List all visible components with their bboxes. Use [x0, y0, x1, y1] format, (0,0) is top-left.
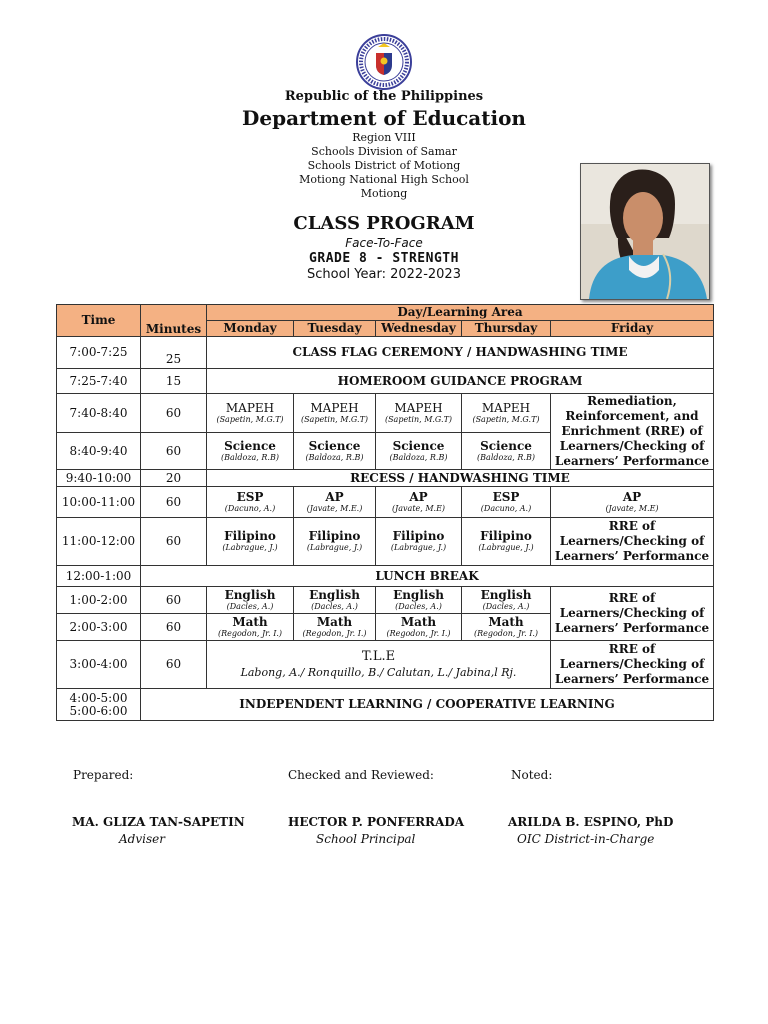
activity-cell: HOMEROOM GUIDANCE PROGRAM [207, 369, 714, 394]
teacher-name: (Regodon, Jr. I.) [302, 628, 367, 638]
table-row [57, 394, 714, 433]
teacher-name: (Sapetin, M.G.T) [300, 414, 369, 424]
subject-cell [376, 394, 462, 433]
subject-name: Science [224, 438, 276, 453]
col-header-wednesday: Wednesday [376, 321, 462, 337]
school-year-line: School Year: 2022-2023 [307, 267, 461, 282]
subject-cell [376, 433, 462, 470]
adviser-photo [580, 163, 710, 300]
subject-name: MAPEH [310, 400, 359, 415]
region-line: Region VIII [352, 131, 416, 144]
teacher-name: (Regodon, Jr. I.) [473, 628, 539, 638]
prepared-role: Adviser [119, 832, 165, 846]
subject-cell [294, 587, 376, 614]
teacher-name: (Dacles, A.) [311, 601, 358, 611]
minutes-cell: 15 [141, 369, 207, 394]
minutes-cell: 20 [141, 470, 207, 487]
time-cell [57, 689, 141, 721]
subject-name: Math [232, 614, 268, 629]
time-cell: 7:25-7:40 [57, 369, 141, 394]
subject-cell [294, 518, 376, 566]
table-row [57, 641, 714, 689]
subject-name: T.L.E [361, 649, 396, 664]
time-cell: 1:00-2:00 [57, 587, 141, 614]
teacher-name: (Sapetin, M.G.T) [384, 414, 453, 424]
subject-name: English [224, 587, 276, 602]
minutes-cell: 25 [141, 337, 207, 369]
subject-name: AP [622, 489, 642, 504]
subject-cell [462, 487, 551, 518]
minutes-cell: 60 [141, 487, 207, 518]
prepared-name: MA. GLIZA TAN-SAPETIN [72, 815, 245, 829]
subject-name: Science [392, 438, 445, 453]
subject-cell [207, 614, 294, 641]
subject-cell [207, 394, 294, 433]
teacher-name: (Javate, M.E) [605, 503, 659, 513]
checked-label: Checked and Reviewed: [288, 768, 434, 782]
teacher-name: (Sapetin, M.G.T) [216, 414, 284, 424]
subject-name: Science [480, 438, 532, 453]
teacher-name: (Baldoza, R.B) [221, 452, 279, 462]
checked-role: School Principal [316, 832, 416, 846]
time-cell: 12:00-1:00 [57, 566, 141, 587]
time-cell: 7:00-7:25 [57, 337, 141, 369]
teacher-name: (Javate, M.E) [391, 503, 446, 513]
deped-seal-logo [350, 33, 418, 91]
subject-name: Math [400, 614, 437, 629]
subject-name: Science [308, 438, 361, 453]
minutes-cell: 60 [141, 641, 207, 689]
subject-cell [462, 394, 551, 433]
friday-rre-cell: RRE of Learners/Checking of Learners’ Performance [551, 587, 714, 641]
table-row [57, 487, 714, 518]
subject-cell [294, 614, 376, 641]
teacher-name: (Javate, M.E.) [306, 503, 363, 513]
subject-cell [207, 587, 294, 614]
grade-section-line: GRADE 8 - STRENGTH [309, 251, 459, 266]
subject-name: MAPEH [481, 400, 531, 415]
division-line: Schools Division of Samar [311, 145, 457, 158]
table-row [57, 369, 714, 394]
noted-label: Noted: [511, 768, 553, 782]
col-header-friday: Friday [551, 321, 714, 337]
subject-cell [294, 394, 376, 433]
friday-rre-cell: RRE of Learners/Checking of Learners’ Performance [551, 518, 714, 566]
teacher-name: (Baldoza, R.B) [389, 452, 448, 462]
table-row [57, 566, 714, 587]
activity-cell: INDEPENDENT LEARNING / COOPERATIVE LEARNING [141, 689, 714, 721]
col-header-monday: Monday [207, 321, 294, 337]
subject-name: ESP [492, 489, 520, 504]
minutes-cell: 60 [141, 614, 207, 641]
noted-name: ARILDA B. ESPINO, PhD [508, 815, 674, 829]
subject-cell [294, 433, 376, 470]
subject-cell [207, 433, 294, 470]
subject-name: MAPEH [394, 400, 443, 415]
class-schedule-table [56, 304, 714, 721]
table-row [57, 470, 714, 487]
teacher-name: (Regodon, Jr. I.) [386, 628, 451, 638]
teacher-names: Labong, A./ Ronquillo, B./ Calutan, L./ Jabina,l Rj. [240, 666, 517, 679]
teacher-name: (Dacuno, A.) [224, 503, 276, 513]
subject-cell [551, 487, 714, 518]
teacher-name: (Labrague, J.) [222, 543, 278, 552]
subject-cell [462, 614, 551, 641]
activity-cell: RECESS / HANDWASHING TIME [207, 470, 714, 487]
friday-rre-cell: Remediation, Reinforcement, and Enrichment (RRE) of Learners/Checking of Learners’ Performance [551, 394, 714, 470]
subject-name: Filipino [392, 529, 445, 543]
time-start: 4:00-5:00 [69, 690, 128, 705]
minutes-cell: 60 [141, 518, 207, 566]
subject-cell [376, 518, 462, 566]
col-header-tuesday: Tuesday [294, 321, 376, 337]
time-cell: 10:00-11:00 [57, 487, 141, 518]
subject-name: AP [409, 489, 428, 504]
minutes-cell: 60 [141, 587, 207, 614]
table-row [57, 518, 714, 566]
subject-name: English [480, 587, 532, 602]
teacher-name: (Dacles, A.) [395, 601, 442, 611]
republic-heading: Republic of the Philippines [284, 89, 484, 104]
subject-cell [207, 487, 294, 518]
time-cell: 2:00-3:00 [57, 614, 141, 641]
activity-cell: LUNCH BREAK [141, 566, 714, 587]
teacher-name: (Dacles, A.) [482, 601, 530, 611]
time-cell: 3:00-4:00 [57, 641, 141, 689]
subject-name: English [309, 587, 360, 602]
minutes-cell: 60 [141, 433, 207, 470]
col-header-minutes: Minutes [141, 305, 207, 337]
col-header-time: Time [57, 305, 141, 337]
checked-name: HECTOR P. PONFERRADA [288, 815, 465, 829]
friday-rre-cell: RRE of Learners/Checking of Learners’ Performance [551, 641, 714, 689]
subject-name: Filipino [480, 529, 532, 543]
teacher-name: (Labrague, J.) [478, 543, 534, 552]
subject-cell [376, 614, 462, 641]
subject-cell [376, 487, 462, 518]
subject-name: Math [488, 614, 524, 629]
subject-cell [207, 518, 294, 566]
prepared-label: Prepared: [73, 768, 134, 782]
table-row [57, 587, 714, 614]
teacher-name: (Labrague, J.) [306, 543, 363, 552]
col-header-day-learning-area: Day/Learning Area [207, 305, 714, 321]
subject-name: MAPEH [225, 400, 275, 415]
department-heading: Department of Education [242, 106, 526, 130]
subject-name: Filipino [308, 529, 361, 543]
minutes-cell: 60 [141, 394, 207, 433]
subject-name: English [393, 587, 444, 602]
time-cell: 11:00-12:00 [57, 518, 141, 566]
time-cell: 9:40-10:00 [57, 470, 141, 487]
teacher-name: (Baldoza, R.B) [305, 452, 364, 462]
noted-role: OIC District-in-Charge [517, 832, 655, 846]
page-title: CLASS PROGRAM [293, 213, 475, 234]
school-line: Motiong National High School [299, 173, 469, 186]
teacher-name: (Baldoza, R.B) [477, 452, 535, 462]
town-line: Motiong [360, 187, 408, 200]
tle-cell [207, 641, 551, 689]
modality-line: Face-To-Face [345, 236, 423, 250]
activity-cell: CLASS FLAG CEREMONY / HANDWASHING TIME [207, 337, 714, 369]
subject-cell [462, 518, 551, 566]
subject-cell [462, 433, 551, 470]
district-line: Schools District of Motiong [307, 159, 461, 172]
subject-cell [462, 587, 551, 614]
table-row [57, 337, 714, 369]
subject-name: ESP [236, 489, 264, 504]
subject-name: Math [316, 614, 353, 629]
subject-name: AP [325, 489, 344, 504]
time-end: 5:00-6:00 [69, 703, 128, 718]
teacher-name: (Sapetin, M.G.T) [472, 414, 540, 424]
time-cell: 7:40-8:40 [57, 394, 141, 433]
teacher-name: (Dacuno, A.) [480, 503, 532, 513]
time-cell: 8:40-9:40 [57, 433, 141, 470]
table-row [57, 689, 714, 721]
subject-cell [294, 487, 376, 518]
col-header-thursday: Thursday [462, 321, 551, 337]
teacher-name: (Regodon, Jr. I.) [217, 628, 283, 638]
teacher-name: (Dacles, A.) [226, 601, 274, 611]
teacher-name: (Labrague, J.) [390, 543, 447, 552]
subject-name: Filipino [224, 529, 276, 543]
subject-cell [376, 587, 462, 614]
